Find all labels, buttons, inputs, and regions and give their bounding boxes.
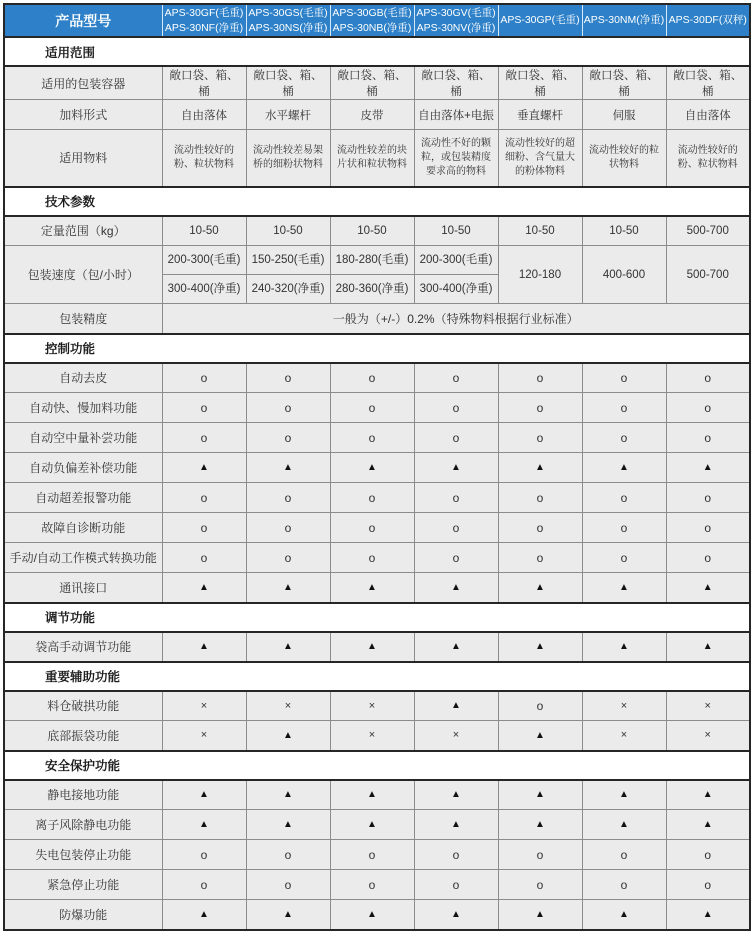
section-header-row [4, 187, 750, 216]
value-cell: o [330, 423, 414, 453]
value-cell: ▲ [330, 780, 414, 810]
value-cell: ▲ [162, 573, 246, 603]
value-cell: 流动性较好的超细粉、含气量大的粉体物料 [498, 130, 582, 187]
row-label-cell: 适用的包装容器 [4, 66, 162, 100]
value-cell: ▲ [414, 691, 498, 721]
value-cell: o [162, 513, 246, 543]
value-cell: 流动性较好的粉、粒状物料 [666, 130, 750, 187]
value-cell: ▲ [330, 810, 414, 840]
section-title: 调节功能 [4, 603, 750, 632]
value-cell: o [414, 870, 498, 900]
row-label-cell: 失电包装停止功能 [4, 840, 162, 870]
value-cell: o [246, 543, 330, 573]
row-label-cell: 自动负偏差补偿功能 [4, 453, 162, 483]
model-column-header: APS-30DF(双秤) [666, 4, 750, 37]
row-label-cell: 料仓破拱功能 [4, 691, 162, 721]
value-cell: ▲ [498, 780, 582, 810]
value-cell: o [582, 393, 666, 423]
table-row [4, 453, 750, 483]
value-cell: 120-180 [498, 246, 582, 304]
table-row [4, 363, 750, 393]
value-cell: 10-50 [498, 216, 582, 246]
value-cell: × [162, 721, 246, 751]
value-cell: ▲ [582, 780, 666, 810]
table-row [4, 900, 750, 930]
value-cell: ▲ [582, 453, 666, 483]
value-cell: 500-700 [666, 246, 750, 304]
section-title: 重要辅助功能 [4, 662, 750, 691]
value-cell: o [414, 840, 498, 870]
row-label-cell: 袋高手动调节功能 [4, 632, 162, 662]
spec-table-body [4, 37, 750, 930]
value-cell: o [582, 543, 666, 573]
value-cell: × [330, 721, 414, 751]
value-cell: ▲ [330, 573, 414, 603]
value-cell: ▲ [414, 573, 498, 603]
value-cell: o [498, 483, 582, 513]
value-cell: ▲ [246, 900, 330, 930]
value-cell: ▲ [666, 810, 750, 840]
value-cell: o [162, 543, 246, 573]
section-header-row [4, 662, 750, 691]
value-cell: ▲ [498, 573, 582, 603]
section-header-row [4, 603, 750, 632]
value-cell: ▲ [666, 900, 750, 930]
value-cell: ▲ [246, 573, 330, 603]
table-row [4, 513, 750, 543]
model-column-header: APS-30GS(毛重) APS-30NS(净重) [246, 4, 330, 37]
table-row [4, 246, 750, 304]
value-cell: ▲ [666, 573, 750, 603]
value-cell: o [498, 840, 582, 870]
value-cell: o [498, 870, 582, 900]
value-cell: ▲ [414, 632, 498, 662]
value-cell: o [162, 393, 246, 423]
value-cell: 流动性较好的粉、粒状物料 [162, 130, 246, 187]
value-cell: ▲ [666, 453, 750, 483]
value-cell: × [162, 691, 246, 721]
value-cell: o [414, 423, 498, 453]
table-row [4, 780, 750, 810]
table-row [4, 810, 750, 840]
value-cell: ▲ [498, 721, 582, 751]
value-cell: o [246, 363, 330, 393]
value-cell: 敞口袋、箱、桶 [498, 66, 582, 100]
value-cell: 200-300(毛重) 300-400(净重) [414, 246, 498, 304]
value-cell: 流动性较好的粒状物料 [582, 130, 666, 187]
row-label-cell: 自动空中量补尝功能 [4, 423, 162, 453]
value-cell: ▲ [582, 810, 666, 840]
value-cell: ▲ [498, 632, 582, 662]
value-cell: 180-280(毛重) 280-360(净重) [330, 246, 414, 304]
value-cell: 自由落体 [162, 100, 246, 130]
value-cell: ▲ [666, 632, 750, 662]
value-cell: o [582, 840, 666, 870]
value-cell: 200-300(毛重) 300-400(净重) [162, 246, 246, 304]
value-cell: o [582, 483, 666, 513]
value-cell: ▲ [162, 453, 246, 483]
value-cell: ▲ [330, 900, 414, 930]
value-cell: 10-50 [162, 216, 246, 246]
value-cell: o [414, 393, 498, 423]
value-cell: o [162, 840, 246, 870]
row-label-cell: 通讯接口 [4, 573, 162, 603]
value-cell: o [162, 870, 246, 900]
value-cell: 10-50 [414, 216, 498, 246]
value-cell: o [162, 423, 246, 453]
table-row [4, 393, 750, 423]
value-cell: 自由落体+电振 [414, 100, 498, 130]
value-cell: × [666, 691, 750, 721]
row-label-cell: 自动快、慢加料功能 [4, 393, 162, 423]
row-label-cell: 故障自诊断功能 [4, 513, 162, 543]
table-row [4, 216, 750, 246]
value-cell: o [414, 513, 498, 543]
table-row [4, 130, 750, 187]
value-cell: ▲ [498, 900, 582, 930]
value-cell: o [246, 483, 330, 513]
value-cell: 水平螺杆 [246, 100, 330, 130]
row-label-cell: 手动/自动工作模式转换功能 [4, 543, 162, 573]
value-cell: 敞口袋、箱、桶 [414, 66, 498, 100]
value-cell: 10-50 [330, 216, 414, 246]
table-row [4, 632, 750, 662]
row-label-cell: 防爆功能 [4, 900, 162, 930]
row-label-cell: 静电接地功能 [4, 780, 162, 810]
value-cell: o [666, 543, 750, 573]
model-column-header: APS-30NM(净重) [582, 4, 666, 37]
value-cell: o [330, 870, 414, 900]
section-title: 控制功能 [4, 334, 750, 363]
value-cell: o [330, 513, 414, 543]
value-cell: ▲ [162, 810, 246, 840]
value-cell: ▲ [582, 900, 666, 930]
table-row [4, 483, 750, 513]
value-cell: o [498, 543, 582, 573]
value-cell: o [666, 513, 750, 543]
value-cell: ▲ [582, 573, 666, 603]
value-cell: ▲ [246, 632, 330, 662]
value-cell: 一般为（+/-）0.2%（特殊物料根据行业标准） [162, 304, 750, 334]
model-column-header: APS-30GF(毛重) APS-30NF(净重) [162, 4, 246, 37]
section-title: 安全保护功能 [4, 751, 750, 780]
section-title: 技术参数 [4, 187, 750, 216]
value-cell: ▲ [414, 780, 498, 810]
value-cell: o [498, 393, 582, 423]
row-label-cell: 自动超差报警功能 [4, 483, 162, 513]
row-label-cell: 包装精度 [4, 304, 162, 334]
value-cell: 敞口袋、箱、桶 [666, 66, 750, 100]
value-cell: o [666, 840, 750, 870]
table-row [4, 304, 750, 334]
value-cell: × [666, 721, 750, 751]
value-cell: ▲ [414, 453, 498, 483]
value-cell: ▲ [330, 632, 414, 662]
model-column-header: APS-30GV(毛重) APS-30NV(净重) [414, 4, 498, 37]
value-cell: o [330, 363, 414, 393]
value-cell: 10-50 [582, 216, 666, 246]
value-cell: 500-700 [666, 216, 750, 246]
value-cell: 10-50 [246, 216, 330, 246]
value-cell: 敞口袋、箱、桶 [162, 66, 246, 100]
row-label-cell: 底部振袋功能 [4, 721, 162, 751]
table-row [4, 543, 750, 573]
value-cell: o [582, 423, 666, 453]
section-header-row [4, 334, 750, 363]
value-cell: o [330, 543, 414, 573]
section-header-row [4, 751, 750, 780]
value-cell: ▲ [498, 810, 582, 840]
value-cell: o [162, 483, 246, 513]
value-cell: o [666, 423, 750, 453]
value-cell: o [666, 363, 750, 393]
value-cell: o [162, 363, 246, 393]
table-row [4, 870, 750, 900]
product-model-header: 产品型号 [4, 4, 162, 37]
value-cell: o [246, 840, 330, 870]
value-cell: 垂直螺杆 [498, 100, 582, 130]
value-cell: o [498, 423, 582, 453]
value-cell: o [414, 363, 498, 393]
value-cell: o [330, 393, 414, 423]
value-cell: × [414, 721, 498, 751]
value-cell: 150-250(毛重) 240-320(净重) [246, 246, 330, 304]
value-cell: ▲ [414, 900, 498, 930]
value-cell: ▲ [666, 780, 750, 810]
value-cell: o [666, 870, 750, 900]
value-cell: ▲ [246, 810, 330, 840]
value-cell: ▲ [246, 453, 330, 483]
table-row [4, 66, 750, 100]
value-cell: 流动性较差易架桥的细粉状物料 [246, 130, 330, 187]
value-cell: 流动性较差的块片状和粒状物料 [330, 130, 414, 187]
row-label-cell: 包装速度（包/小时） [4, 246, 162, 304]
table-row [4, 721, 750, 751]
row-label-cell: 定量范围（kg） [4, 216, 162, 246]
value-cell: ▲ [246, 780, 330, 810]
value-cell: × [582, 721, 666, 751]
row-label-cell: 紧急停止功能 [4, 870, 162, 900]
value-cell: ▲ [162, 780, 246, 810]
model-column-header: APS-30GB(毛重) APS-30NB(净重) [330, 4, 414, 37]
value-cell: o [582, 513, 666, 543]
value-cell: o [582, 870, 666, 900]
value-cell: × [246, 691, 330, 721]
value-cell: 皮带 [330, 100, 414, 130]
row-label-cell: 离子风除静电功能 [4, 810, 162, 840]
value-cell: o [246, 393, 330, 423]
model-header-row [4, 4, 750, 37]
value-cell: 敞口袋、箱、桶 [246, 66, 330, 100]
table-row [4, 840, 750, 870]
value-cell: o [666, 483, 750, 513]
value-cell: ▲ [162, 900, 246, 930]
value-cell: ▲ [582, 632, 666, 662]
value-cell: × [330, 691, 414, 721]
row-label-cell: 自动去皮 [4, 363, 162, 393]
value-cell: ▲ [498, 453, 582, 483]
value-cell: × [582, 691, 666, 721]
model-column-header: APS-30GP(毛重) [498, 4, 582, 37]
product-spec-table [3, 3, 751, 931]
value-cell: o [498, 513, 582, 543]
value-cell: ▲ [162, 632, 246, 662]
table-row [4, 100, 750, 130]
row-label-cell: 适用物料 [4, 130, 162, 187]
value-cell: o [498, 363, 582, 393]
value-cell: o [498, 691, 582, 721]
value-cell: o [582, 363, 666, 393]
value-cell: o [246, 423, 330, 453]
value-cell: ▲ [246, 721, 330, 751]
value-cell: 自由落体 [666, 100, 750, 130]
value-cell: 敞口袋、箱、桶 [330, 66, 414, 100]
value-cell: o [666, 393, 750, 423]
table-row [4, 691, 750, 721]
value-cell: ▲ [414, 810, 498, 840]
table-row [4, 423, 750, 453]
value-cell: o [414, 543, 498, 573]
value-cell: o [414, 483, 498, 513]
value-cell: 400-600 [582, 246, 666, 304]
value-cell: ▲ [330, 453, 414, 483]
value-cell: o [330, 483, 414, 513]
value-cell: 流动性不好的颗粒，或包装精度要求高的物料 [414, 130, 498, 187]
value-cell: o [330, 840, 414, 870]
table-row [4, 573, 750, 603]
row-label-cell: 加料形式 [4, 100, 162, 130]
value-cell: 伺服 [582, 100, 666, 130]
value-cell: 敞口袋、箱、桶 [582, 66, 666, 100]
section-header-row [4, 37, 750, 66]
value-cell: o [246, 870, 330, 900]
value-cell: o [246, 513, 330, 543]
section-title: 适用范围 [4, 37, 750, 66]
